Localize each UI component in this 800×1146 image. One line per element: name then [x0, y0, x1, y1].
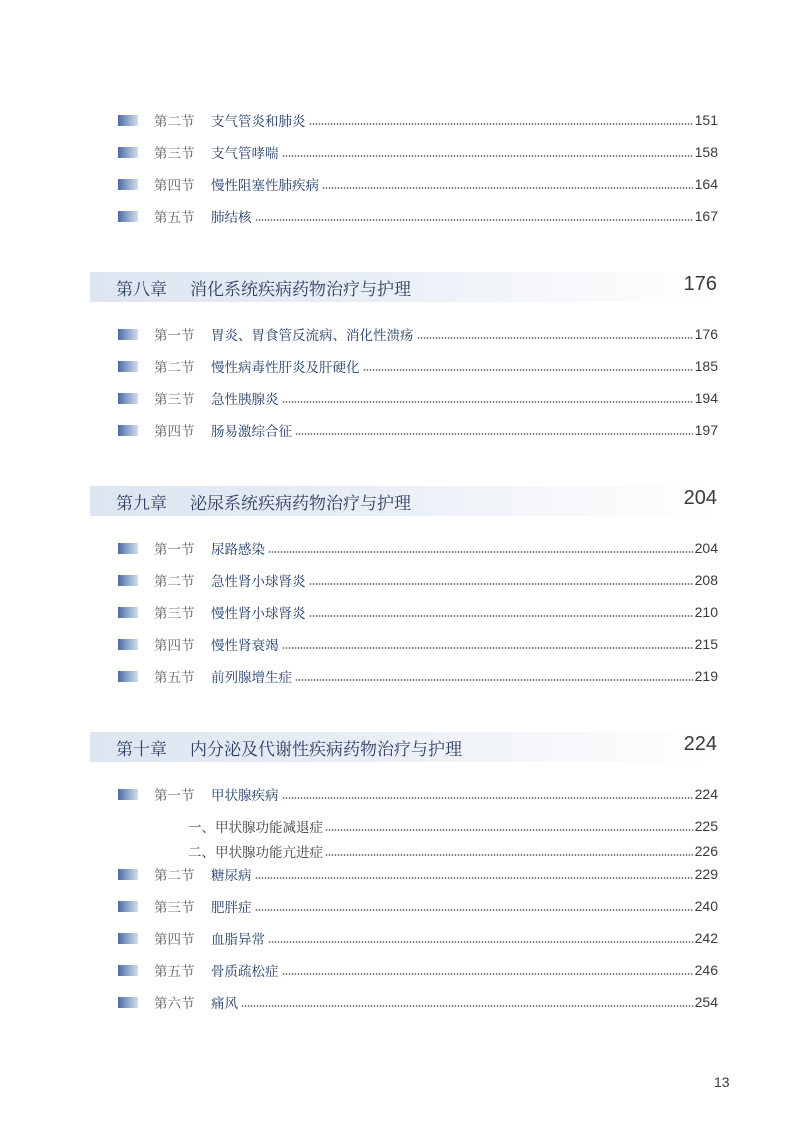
toc-chapter-9[interactable] — [90, 486, 718, 516]
section-marker-icon — [118, 393, 138, 404]
section-number: 第五节 — [154, 670, 195, 686]
subsection-page: 225 — [694, 818, 718, 834]
toc-section-ch10-4[interactable] — [118, 928, 718, 948]
dot-leader — [282, 401, 693, 403]
dot-leader — [309, 123, 693, 125]
section-marker-icon — [118, 211, 138, 222]
section-page: 194 — [694, 390, 718, 406]
toc-section-ch9-5[interactable] — [118, 666, 718, 686]
section-page: 176 — [694, 326, 718, 342]
section-marker-icon — [118, 997, 138, 1008]
dot-leader — [295, 679, 693, 681]
section-number: 第一节 — [154, 542, 195, 558]
section-marker-icon — [118, 115, 138, 126]
section-marker-icon — [118, 543, 138, 554]
section-page: 204 — [694, 540, 718, 556]
section-title: 慢性肾小球肾炎 — [211, 606, 306, 622]
section-title: 肺结核 — [211, 210, 252, 226]
toc-section-ch7-4[interactable] — [118, 174, 718, 194]
toc-section-ch7-3[interactable] — [118, 142, 718, 162]
toc-section-ch7-5[interactable] — [118, 206, 718, 226]
chapter-page: 224 — [683, 733, 717, 755]
section-title: 骨质疏松症 — [211, 964, 279, 980]
section-number: 第四节 — [154, 638, 195, 654]
section-marker-icon — [118, 607, 138, 618]
section-page: 210 — [694, 604, 718, 620]
subsection-title: 二、甲状腺功能亢进症 — [188, 845, 323, 861]
section-title: 尿路感染 — [211, 542, 265, 558]
section-title: 肠易激综合征 — [211, 424, 292, 440]
toc-section-ch7-2[interactable] — [118, 110, 718, 130]
toc-section-ch9-2[interactable] — [118, 570, 718, 590]
section-page: 151 — [694, 112, 718, 128]
section-number: 第三节 — [154, 606, 195, 622]
section-title: 慢性肾衰竭 — [211, 638, 279, 654]
section-page: 208 — [694, 572, 718, 588]
toc-section-ch10-3[interactable] — [118, 896, 718, 916]
toc-section-ch8-3[interactable] — [118, 388, 718, 408]
section-number: 第四节 — [154, 178, 195, 194]
section-number: 第三节 — [154, 392, 195, 408]
chapter-title: 泌尿系统疾病药物治疗与护理 — [190, 494, 411, 514]
dot-leader — [325, 829, 693, 831]
dot-leader — [282, 647, 693, 649]
section-number: 第一节 — [154, 328, 195, 344]
section-marker-icon — [118, 147, 138, 158]
section-page: 167 — [694, 208, 718, 224]
chapter-title: 消化系统疾病药物治疗与护理 — [190, 280, 411, 300]
chapter-number: 第九章 — [116, 494, 167, 514]
section-marker-icon — [118, 425, 138, 436]
dot-leader — [255, 877, 693, 879]
chapter-number: 第十章 — [116, 740, 167, 760]
section-title: 支气管炎和肺炎 — [211, 114, 306, 130]
section-marker-icon — [118, 933, 138, 944]
section-page: 164 — [694, 176, 718, 192]
section-page: 254 — [694, 994, 718, 1010]
section-page: 215 — [694, 636, 718, 652]
toc-section-ch10-2[interactable] — [118, 864, 718, 884]
section-page: 246 — [694, 962, 718, 978]
section-title: 肥胖症 — [211, 900, 252, 916]
section-marker-icon — [118, 965, 138, 976]
section-marker-icon — [118, 179, 138, 190]
section-title: 胃炎、胃食管反流病、消化性溃疡 — [211, 328, 414, 344]
toc-section-ch8-1[interactable] — [118, 324, 718, 344]
toc-section-ch10-6[interactable] — [118, 992, 718, 1012]
dot-leader — [255, 219, 693, 221]
toc-subsection-1[interactable] — [188, 817, 718, 835]
section-title: 糖尿病 — [211, 868, 252, 884]
page-number: 13 — [714, 1074, 730, 1090]
toc-section-ch8-4[interactable] — [118, 420, 718, 440]
section-number: 第二节 — [154, 114, 195, 130]
section-page: 229 — [694, 866, 718, 882]
chapter-number: 第八章 — [116, 280, 167, 300]
chapter-title: 内分泌及代谢性疾病药物治疗与护理 — [190, 740, 462, 760]
section-title: 急性肾小球肾炎 — [211, 574, 306, 590]
section-number: 第三节 — [154, 146, 195, 162]
section-number: 第四节 — [154, 424, 195, 440]
dot-leader — [325, 854, 693, 856]
section-marker-icon — [118, 639, 138, 650]
subsection-title: 一、甲状腺功能减退症 — [188, 820, 323, 836]
section-number: 第二节 — [154, 360, 195, 376]
section-number: 第三节 — [154, 900, 195, 916]
section-number: 第五节 — [154, 964, 195, 980]
section-marker-icon — [118, 789, 138, 800]
dot-leader — [295, 433, 693, 435]
dot-leader — [255, 909, 693, 911]
dot-leader — [322, 187, 693, 189]
section-marker-icon — [118, 361, 138, 372]
section-page: 185 — [694, 358, 718, 374]
dot-leader — [417, 337, 693, 339]
toc-chapter-8[interactable] — [90, 272, 718, 302]
section-marker-icon — [118, 575, 138, 586]
section-title: 前列腺增生症 — [211, 670, 292, 686]
section-marker-icon — [118, 869, 138, 880]
section-number: 第二节 — [154, 574, 195, 590]
section-number: 第二节 — [154, 868, 195, 884]
dot-leader — [309, 615, 693, 617]
dot-leader — [282, 797, 693, 799]
toc-section-ch10-1[interactable] — [118, 784, 718, 804]
section-marker-icon — [118, 329, 138, 340]
toc-subsection-2[interactable] — [188, 842, 718, 860]
section-number: 第六节 — [154, 996, 195, 1012]
dot-leader — [268, 941, 693, 943]
section-number: 第一节 — [154, 788, 195, 804]
section-page: 224 — [694, 786, 718, 802]
section-page: 158 — [694, 144, 718, 160]
toc-section-ch9-4[interactable] — [118, 634, 718, 654]
chapter-page: 204 — [683, 487, 717, 509]
section-title: 甲状腺疾病 — [211, 788, 279, 804]
section-title: 支气管哮喘 — [211, 146, 279, 162]
dot-leader — [309, 583, 693, 585]
dot-leader — [363, 369, 693, 371]
section-title: 急性胰腺炎 — [211, 392, 279, 408]
toc-section-ch9-1[interactable] — [118, 538, 718, 558]
chapter-page: 176 — [683, 273, 717, 295]
section-number: 第四节 — [154, 932, 195, 948]
section-title: 痛风 — [211, 996, 238, 1012]
dot-leader — [241, 1005, 693, 1007]
dot-leader — [282, 155, 693, 157]
section-title: 慢性病毒性肝炎及肝硬化 — [211, 360, 360, 376]
section-page: 242 — [694, 930, 718, 946]
section-marker-icon — [118, 671, 138, 682]
section-marker-icon — [118, 901, 138, 912]
section-title: 血脂异常 — [211, 932, 265, 948]
section-number: 第五节 — [154, 210, 195, 226]
section-page: 197 — [694, 422, 718, 438]
dot-leader — [268, 551, 693, 553]
toc-chapter-10[interactable] — [90, 732, 718, 762]
toc-section-ch9-3[interactable] — [118, 602, 718, 622]
toc-section-ch8-2[interactable] — [118, 356, 718, 376]
section-page: 240 — [694, 898, 718, 914]
subsection-page: 226 — [694, 843, 718, 859]
toc-section-ch10-5[interactable] — [118, 960, 718, 980]
section-page: 219 — [694, 668, 718, 684]
section-title: 慢性阻塞性肺疾病 — [211, 178, 319, 194]
dot-leader — [282, 973, 693, 975]
